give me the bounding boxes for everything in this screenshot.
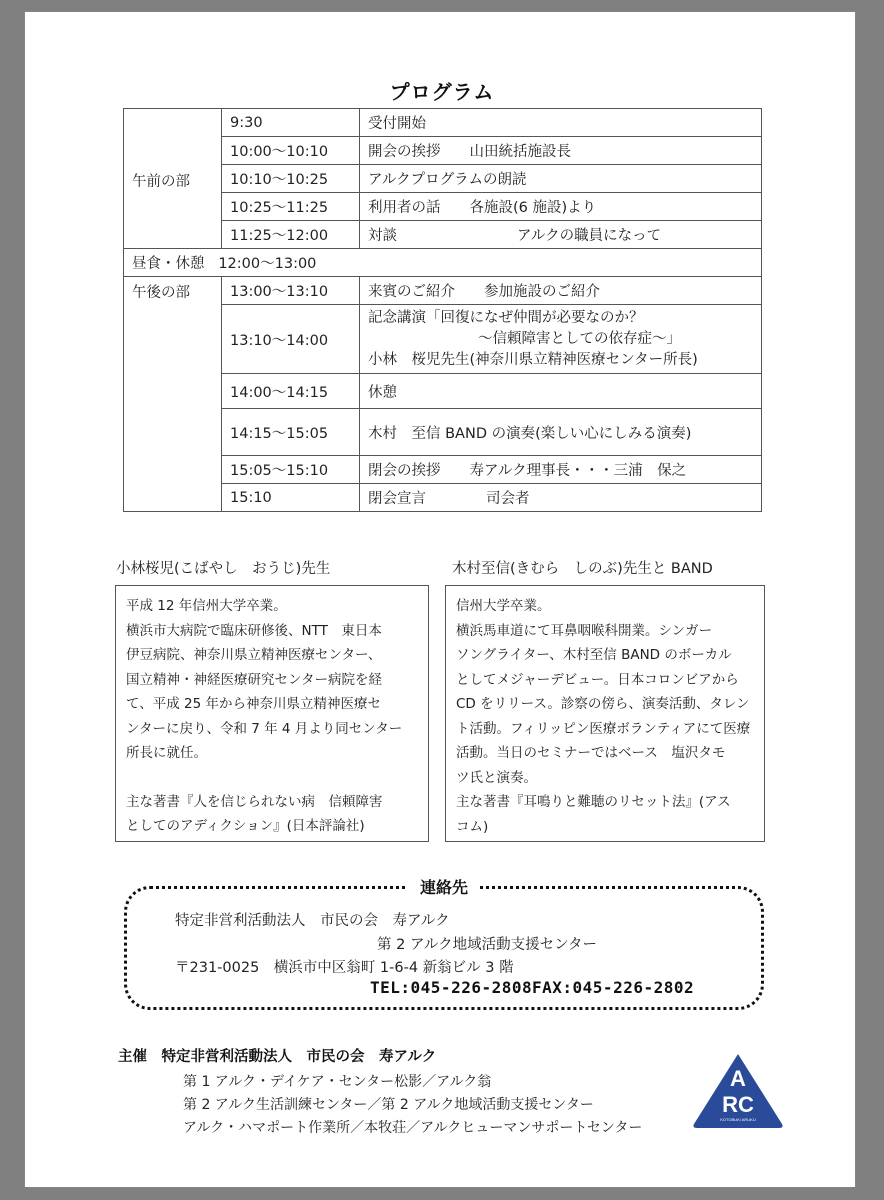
lecture-subtitle: 〜信頼障害としての依存症〜」 [478,330,681,347]
bio-line: ソングライター、木村至信 BAND のボーカル [456,647,732,663]
desc-part: アルクの職員になって [517,228,662,244]
facility-line: 第 2 アルク生活訓練センター／第 2 アルク地域活動支援センター [183,1097,594,1113]
desc-cell [360,305,762,374]
desc-cell: 開会の挨拶 山田統括施設長 [360,137,762,165]
contact-center: 第 2 アルク地域活動支援センター [377,937,597,953]
desc-cell: 木村 至信 BAND の演奏(楽しい心にしみる演奏) [360,409,762,456]
desc-part: 司会者 [486,491,530,507]
desc-cell [360,221,762,249]
bio-line: としてメジャーデビュー。日本コロンビアから [456,671,739,688]
table-row [124,109,762,137]
time-cell: 11:25〜12:00 [222,221,360,249]
contact-box [124,878,764,1010]
bio-line: て、平成 25 年から神奈川県立精神医療セ [126,696,381,712]
time-cell: 15:10 [222,484,360,512]
bio-line: 横浜馬車道にて耳鼻咽喉科開業。シンガー [456,622,713,639]
bio-book-line: としてのアディクション』(日本評論社) [126,818,365,834]
time-cell: 13:10〜14:00 [222,305,360,374]
logo-letters-rc: RC [722,1092,754,1117]
lecture-speaker: 小林 桜児先生(神奈川県立精神医療センター所長) [368,351,698,368]
time-cell: 14:00〜14:15 [222,374,360,409]
afternoon-section-label: 午後の部 [124,277,222,512]
bio-left-box [115,585,429,842]
bio-right-heading: 木村至信(きむら しのぶ)先生と BAND [452,561,713,577]
arc-logo-icon [690,1050,786,1130]
logo-letter-a: A [730,1066,746,1091]
contact-address: 〒231-0025 横浜市中区翁町 1-6-4 新翁ビル 3 階 [175,960,514,976]
bio-line: 横浜市大病院で臨床研修後、NTT 東日本 [126,622,382,639]
contact-title: 連絡先 [408,875,480,898]
lunch-label: 昼食・休憩 [132,256,205,272]
time-cell: 10:10〜10:25 [222,165,360,193]
desc-cell: 利用者の話 各施設(6 施設)より [360,193,762,221]
desc-cell: 閉会の挨拶 寿アルク理事長・・・三浦 保之 [360,456,762,484]
lunch-time: 12:00〜13:00 [218,256,317,272]
program-title: プログラム [389,80,495,104]
time-cell: 14:15〜15:05 [222,409,360,456]
desc-part: 閉会宣言 [368,491,426,507]
time-cell: 15:05〜15:10 [222,456,360,484]
bio-line: 所長に就任。 [126,745,207,761]
lunch-row [124,249,762,277]
bio-left-heading: 小林桜児(こばやし おうじ)先生 [116,561,331,577]
table-row [124,249,762,277]
time-cell: 10:25〜11:25 [222,193,360,221]
bio-line: ンターに戻り、令和 7 年 4 月より同センター [126,720,403,737]
bio-line: 伊豆病院、神奈川県立精神医療センター、 [126,647,382,663]
contact-tel: TEL:045-226-2808 [370,978,533,997]
desc-part: 対談 [368,228,397,244]
table-row [124,277,762,305]
time-cell: 10:00〜10:10 [222,137,360,165]
bio-line: 信州大学卒業。 [456,598,551,614]
desc-cell: 休憩 [360,374,762,409]
bio-line: コム) [456,818,489,835]
logo-caption: KOTOBUKI ARUKU [720,1117,756,1122]
bio-line: 主な著書『耳鳴りと難聴のリセット法』(アス [456,794,731,810]
time-cell: 9:30 [222,109,360,137]
bio-line: 活動。当日のセミナーではベース 塩沢タモ [456,745,726,761]
contact-org: 特定非営利活動法人 市民の会 寿アルク [175,913,450,929]
bio-line: 平成 12 年信州大学卒業。 [126,598,287,614]
bio-line: CD をリリース。診察の傍ら、演奏活動、タレン [456,696,750,712]
contact-fax: FAX:045-226-2802 [532,978,695,997]
desc-cell: 来賓のご紹介 参加施設のご紹介 [360,277,762,305]
bio-line: 国立精神・神経医療研究センター病院を経 [126,671,382,688]
time-cell: 13:00〜13:10 [222,277,360,305]
lecture-title: 記念講演「回復になぜ仲間が必要なのか？ [368,309,644,326]
bio-book-line: 主な著書『人を信じられない病 信頼障害 [126,793,383,810]
morning-section-label: 午前の部 [124,109,222,249]
bio-right-box [445,585,765,842]
desc-cell [360,484,762,512]
facility-line: 第 1 アルク・デイケア・センター松影／アルク翁 [183,1074,492,1090]
program-table [123,108,762,512]
bio-line: ツ氏と演奏。 [456,769,537,786]
bio-line: ト活動。フィリッピン医療ボランティアにて医療 [456,720,751,737]
host-label: 主催 特定非営利活動法人 市民の会 寿アルク [118,1049,437,1065]
facility-line: アルク・ハマポート作業所／本牧荘／アルクヒューマンサポートセンター [183,1120,643,1136]
desc-cell: 受付開始 [360,109,762,137]
desc-cell: アルクプログラムの朗読 [360,165,762,193]
